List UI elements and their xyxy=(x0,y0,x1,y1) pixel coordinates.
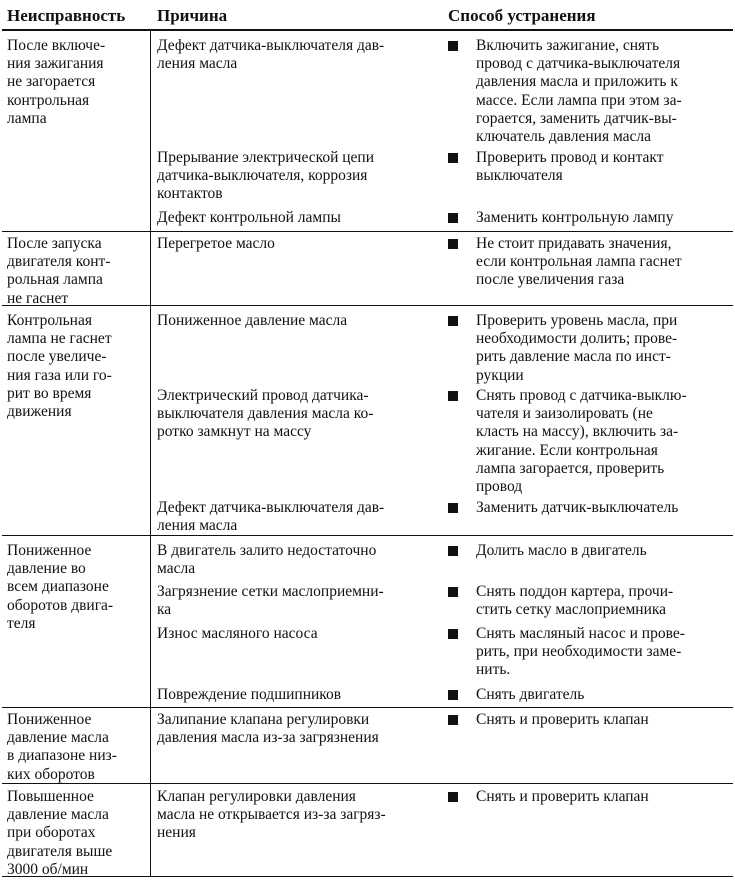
cause-cell: Дефект контрольной лампы xyxy=(157,209,341,226)
cause-cell: Загрязнение сетки маслоприемни- ка xyxy=(157,583,384,619)
remedy-cell: Не стоит придавать значения, если контрольная лампа гаснет после увеличения газа xyxy=(476,235,682,289)
remedy-cell: Снять поддон картера, прочи- стить сетку маслоприемника xyxy=(476,583,674,619)
remedy-cell: Проверить провод и контакт выключателя xyxy=(476,149,664,185)
cause-cell: Повреждение подшипников xyxy=(157,686,342,703)
header-cause: Причина xyxy=(157,6,228,25)
cause-cell: Электрический провод датчика- выключателя давления масла ко- ротко замкнут на массу xyxy=(157,387,374,441)
cause-cell: Клапан регулировки давления масла не открывается из-за загряз- нения xyxy=(157,788,386,842)
bullet-icon xyxy=(448,239,458,249)
cause-cell: Пониженное давление масла xyxy=(157,312,348,329)
bullet-icon xyxy=(448,153,458,163)
header-fault: Неисправность xyxy=(7,6,126,25)
cause-cell: Перегретое масло xyxy=(157,235,275,252)
fault-cell: Пониженное давление во всем диапазоне оборотов двига- теля xyxy=(7,542,114,632)
fault-cell: После включе- ния зажигания не загорается контрольная лампа xyxy=(7,37,106,127)
bullet-icon xyxy=(448,503,458,513)
cause-cell: Дефект датчика-выключателя дав- ления масла xyxy=(157,499,385,535)
bullet-icon xyxy=(448,792,458,802)
bullet-icon xyxy=(448,587,458,597)
remedy-cell: Снять и проверить клапан xyxy=(476,711,649,728)
bullet-icon xyxy=(448,629,458,639)
cause-cell: В двигатель залито недостаточно масла xyxy=(157,542,377,578)
fault-cell: Повышенное давление масла при оборотах двигателя выше 3000 об/мин xyxy=(7,788,113,878)
group-divider xyxy=(2,707,733,708)
group-divider xyxy=(2,231,733,232)
cause-cell: Дефект датчика-выключателя дав- ления масла xyxy=(157,37,385,73)
remedy-cell: Проверить уровень масла, при необходимости долить; прове- рить давление масла по инст- рукции xyxy=(476,312,678,384)
column-divider xyxy=(150,29,151,876)
fault-cell: Контрольная лампа не гаснет после увеличе- ния газа или го- рит во время движения xyxy=(7,312,112,421)
remedy-cell: Заменить датчик-выключатель xyxy=(476,499,679,516)
bullet-icon xyxy=(448,41,458,51)
remedy-cell: Долить масло в двигатель xyxy=(476,542,647,559)
remedy-cell: Снять двигатель xyxy=(476,686,585,703)
remedy-cell: Снять провод с датчика-выклю- чателя и заизолировать (не класть на массу), включить за- жигание. Если контрольная лампа загорается, проверить провод xyxy=(476,387,687,496)
cause-cell: Износ масляного насоса xyxy=(157,625,318,642)
remedy-cell: Снять и проверить клапан xyxy=(476,788,649,805)
remedy-cell: Включить зажигание, снять провод с датчика-выключателя давления масла и приложить к массе. Если лампа при этом за- горается, заменить датчик-вы- ключатель давления масла xyxy=(476,37,682,146)
bullet-icon xyxy=(448,546,458,556)
bullet-icon xyxy=(448,391,458,401)
fault-cell: После запуска двигателя конт- рольная лампа не гаснет xyxy=(7,235,111,307)
bullet-icon xyxy=(448,316,458,326)
bullet-icon xyxy=(448,213,458,223)
header-remedy: Способ устранения xyxy=(448,6,596,25)
remedy-cell: Снять масляный насос и прове- рить, при необходимости заме- нить. xyxy=(476,625,685,679)
header-rule xyxy=(2,29,733,31)
remedy-cell: Заменить контрольную лампу xyxy=(476,209,674,226)
cause-cell: Залипание клапана регулировки давления масла из-за загрязнения xyxy=(157,711,379,747)
cause-cell: Прерывание электрической цепи датчика-выключателя, коррозия контактов xyxy=(157,149,375,203)
fault-cell: Пониженное давление масла в диапазоне низ- ких оборотов xyxy=(7,711,117,783)
bullet-icon xyxy=(448,715,458,725)
bullet-icon xyxy=(448,690,458,700)
